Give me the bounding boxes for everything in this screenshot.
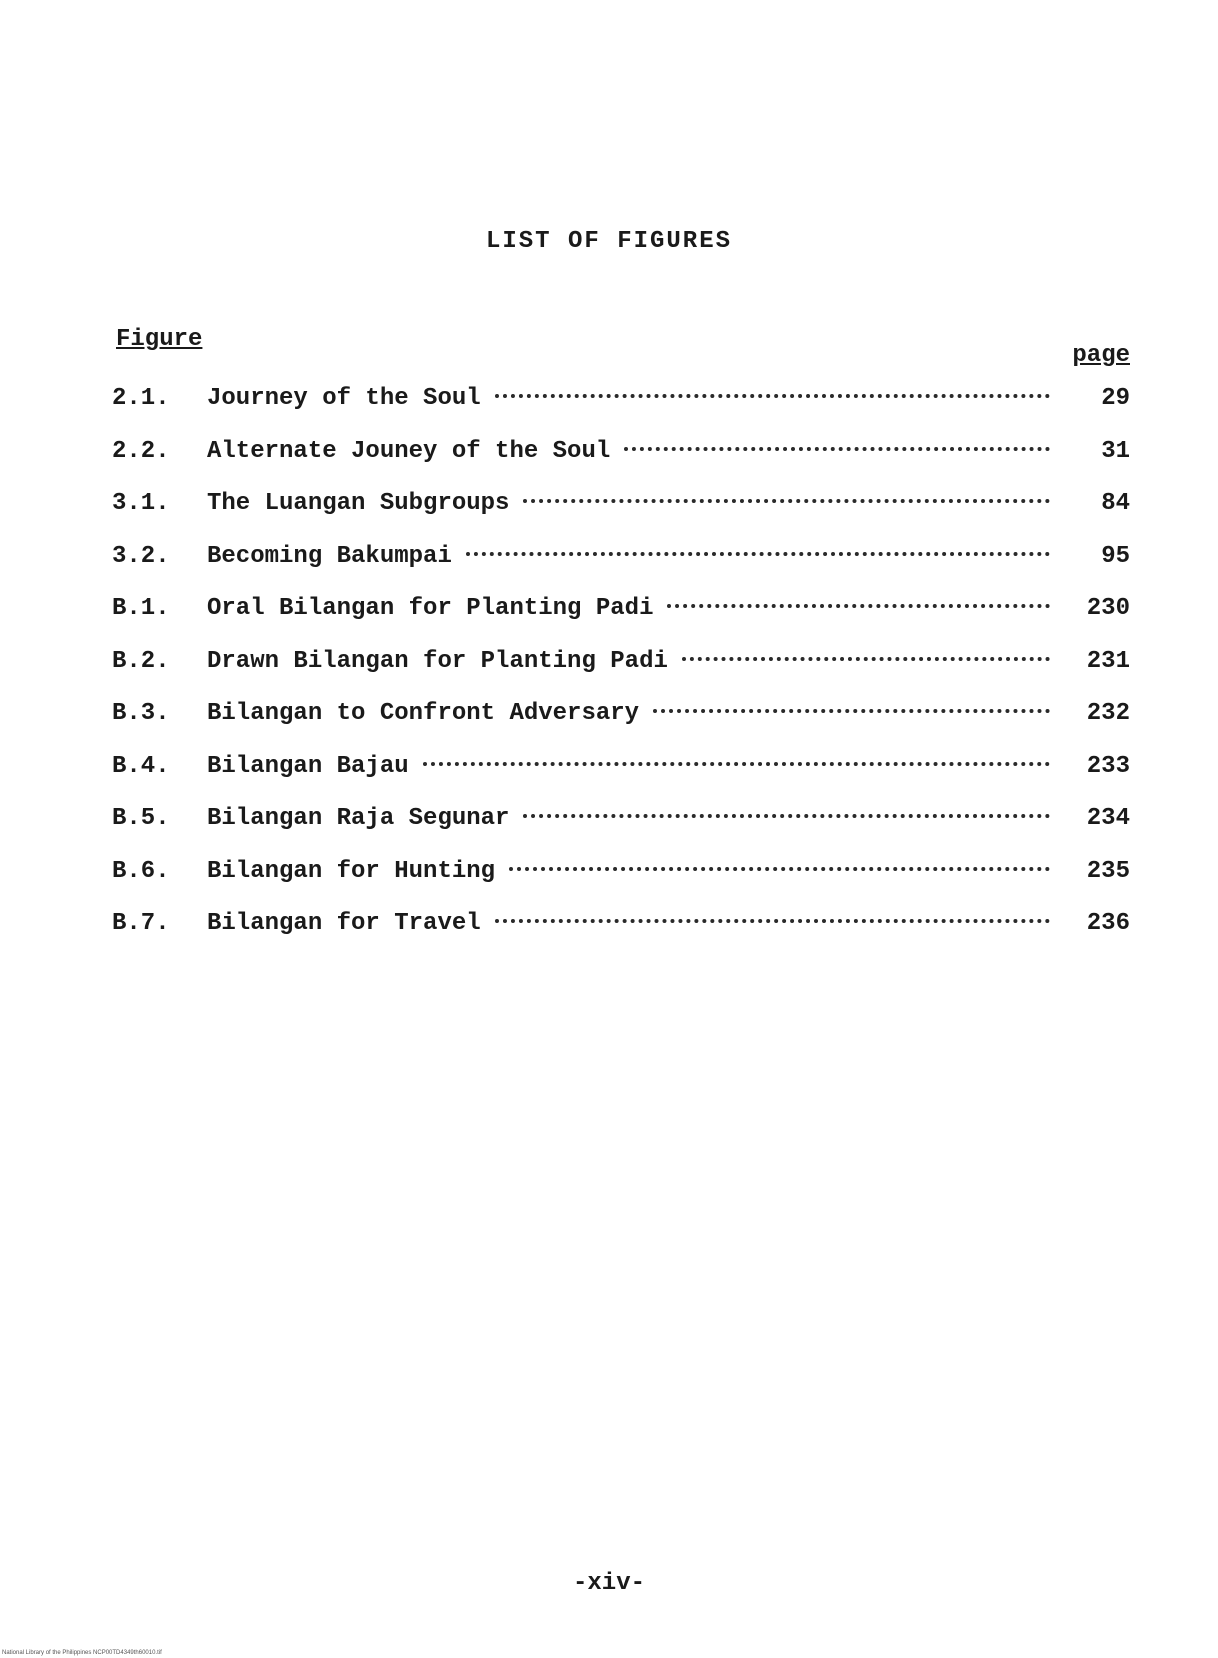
- figure-number: B.4.: [112, 752, 170, 780]
- dot-leader: [495, 394, 1050, 398]
- page-ref: 232: [1086, 700, 1130, 727]
- page-title: LIST OF FIGURES: [485, 228, 733, 255]
- page-ref: 29: [1101, 385, 1130, 412]
- page-number: -xiv-: [572, 1570, 645, 1597]
- figure-number: B.6.: [112, 857, 170, 885]
- list-item: [112, 490, 1130, 543]
- list-item: [112, 648, 1130, 701]
- dot-leader: [682, 657, 1050, 661]
- figure-number: 2.1.: [112, 385, 170, 412]
- page-ref: 235: [1086, 857, 1130, 885]
- figure-column-header: Figure: [116, 326, 203, 353]
- figure-title: Bilangan to Confront Adversary: [207, 700, 640, 727]
- list-item: [112, 438, 1130, 491]
- figure-number: 2.2.: [112, 437, 170, 465]
- list-item: [112, 595, 1130, 648]
- figure-number: B.1.: [112, 595, 170, 622]
- page-column-header: page: [1072, 342, 1130, 369]
- figure-title: The Luangan Subgroups: [207, 490, 510, 517]
- figure-title: Oral Bilangan for Planting Padi: [207, 595, 654, 622]
- list-item: [112, 543, 1130, 596]
- figure-number: B.7.: [112, 910, 170, 937]
- dot-leader: [466, 552, 1050, 556]
- page-ref: 84: [1101, 490, 1130, 517]
- figure-number: 3.1.: [112, 490, 170, 517]
- page-ref: 233: [1086, 752, 1130, 780]
- page-ref: 234: [1086, 805, 1130, 832]
- list-item: [112, 753, 1130, 806]
- figure-title: Bilangan for Travel: [207, 910, 481, 937]
- figure-title: Drawn Bilangan for Planting Padi: [207, 647, 668, 675]
- figure-list: [112, 385, 1130, 963]
- figure-title: Bilangan for Hunting: [207, 857, 496, 885]
- dot-leader: [495, 919, 1050, 923]
- figure-title: Alternate Jouney of the Soul: [207, 437, 611, 465]
- figure-number: B.3.: [112, 700, 170, 727]
- page-ref: 231: [1086, 647, 1130, 675]
- dot-leader: [509, 867, 1050, 871]
- figure-number: 3.2.: [112, 542, 170, 570]
- page-ref: 95: [1101, 542, 1130, 570]
- figure-title: Journey of the Soul: [207, 385, 481, 412]
- figure-title: Bilangan Raja Segunar: [207, 805, 510, 832]
- list-item: [112, 858, 1130, 911]
- page-ref: 236: [1086, 910, 1130, 937]
- list-item: [112, 700, 1130, 753]
- figure-number: B.2.: [112, 647, 170, 675]
- dot-leader: [667, 604, 1050, 608]
- page-ref: 31: [1101, 437, 1130, 465]
- dot-leader: [423, 762, 1050, 766]
- dot-leader: [653, 709, 1050, 713]
- figure-title: Becoming Bakumpai: [207, 542, 452, 570]
- scan-footer: National Library of the Philippines NCP00TD4349th60010.tif: [2, 1650, 162, 1656]
- list-item: [112, 385, 1130, 438]
- list-item: [112, 805, 1130, 858]
- list-item: [112, 910, 1130, 963]
- figure-title: Bilangan Bajau: [207, 752, 409, 780]
- figure-number: B.5.: [112, 805, 170, 832]
- dot-leader: [523, 499, 1050, 503]
- dot-leader: [624, 447, 1050, 451]
- page-ref: 230: [1086, 595, 1130, 622]
- dot-leader: [523, 814, 1050, 818]
